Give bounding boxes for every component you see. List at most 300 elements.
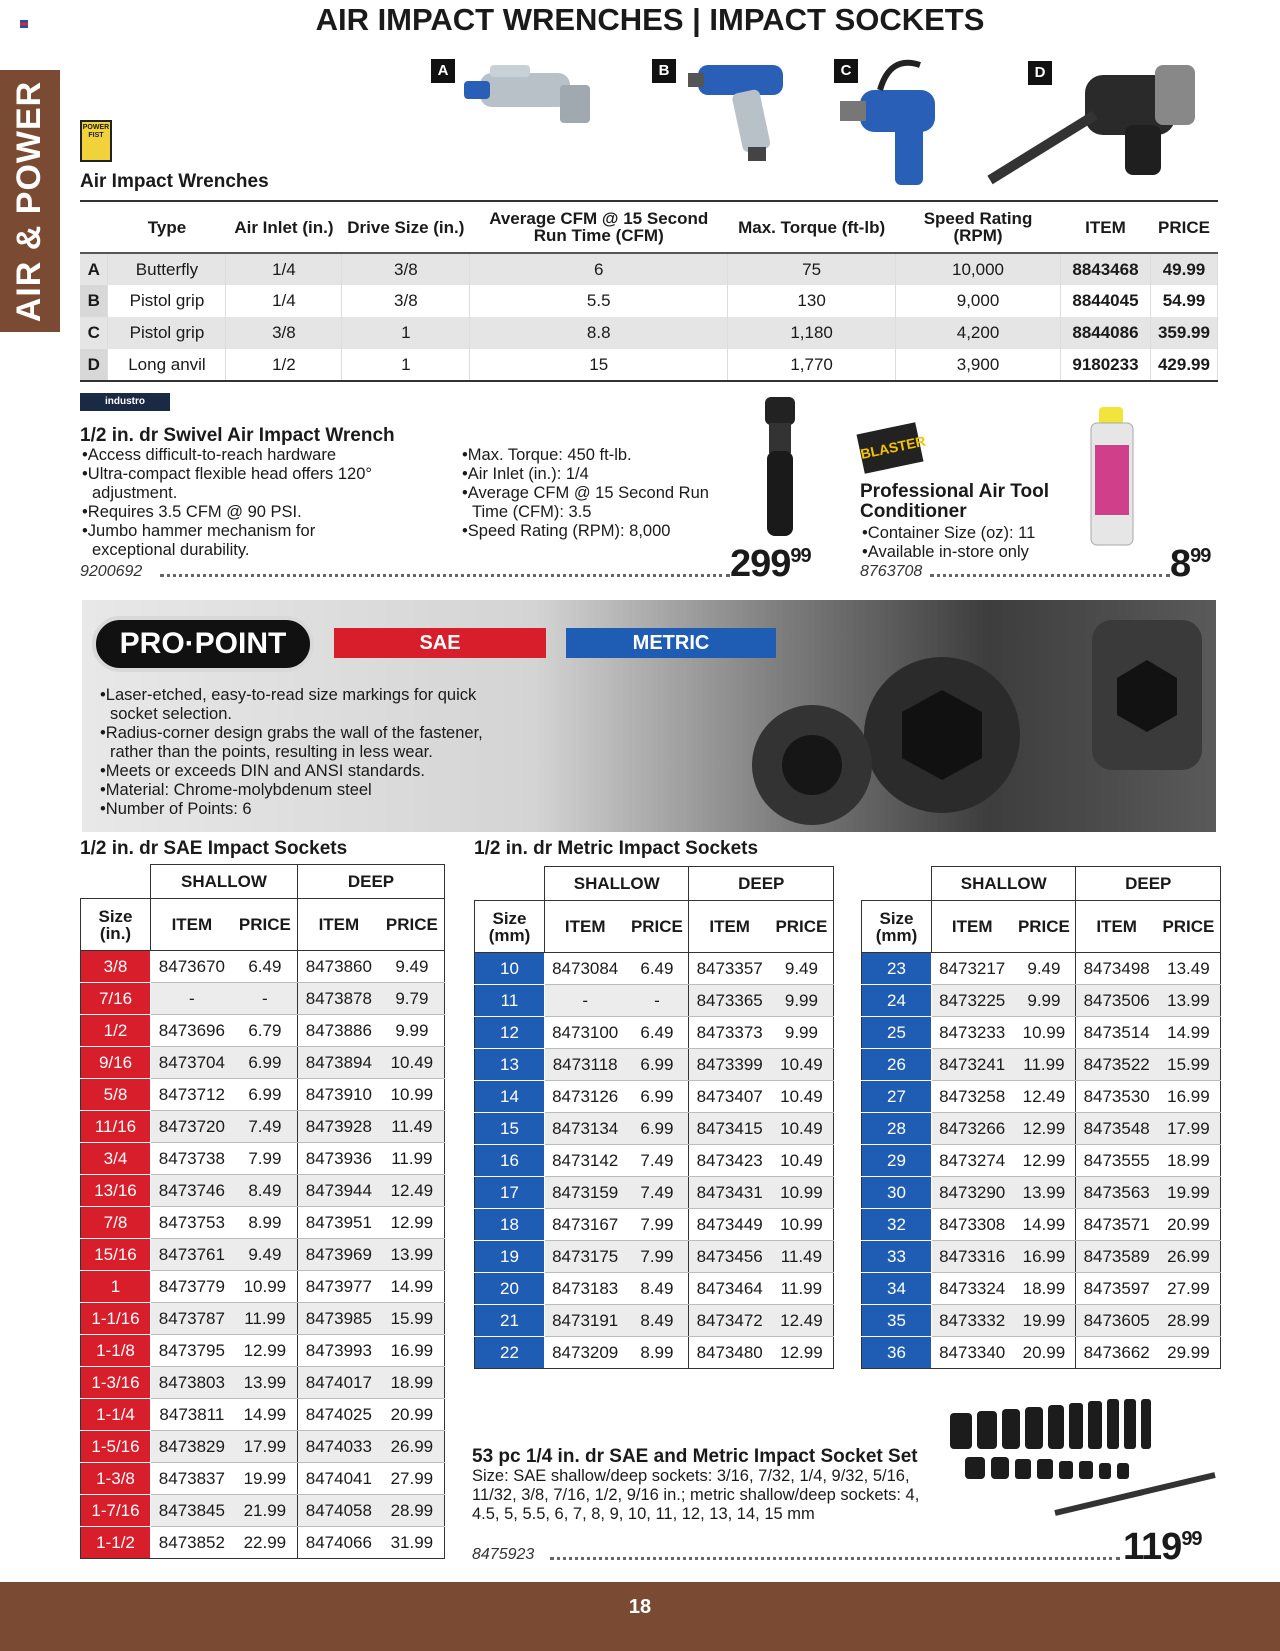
cell-deep-price: 26.99 [380, 1431, 445, 1463]
cell-shallow-price: 20.99 [1012, 1337, 1076, 1369]
cell-deep-price: 27.99 [1157, 1273, 1221, 1305]
tool-label-b: B [652, 59, 676, 83]
cell-deep-item: 8473878 [297, 983, 379, 1015]
socket-row [862, 953, 1221, 985]
cell-deep-price: 10.99 [770, 1209, 834, 1241]
swivel-wrench-image [755, 395, 805, 540]
cell-shallow-item: 8473308 [932, 1209, 1013, 1241]
cell-deep-price: 13.49 [1157, 953, 1221, 985]
cell-price: 49.99 [1150, 253, 1217, 285]
cell-deep-item: 8473944 [297, 1175, 379, 1207]
cell-deep-price: 29.99 [1157, 1337, 1221, 1369]
cell-deep-item: 8473910 [297, 1079, 379, 1111]
cell-shallow-item: 8473175 [545, 1241, 626, 1273]
cell-deep-price: 11.99 [380, 1143, 445, 1175]
cell-size: 32 [862, 1209, 932, 1241]
cell-deep-item: 8473506 [1076, 985, 1157, 1017]
cell-deep-price: 13.99 [380, 1239, 445, 1271]
cell-size: 13 [475, 1049, 545, 1081]
cell-shallow-price: 10.99 [233, 1271, 298, 1303]
cell-deep-item: 8474017 [297, 1367, 379, 1399]
cell-deep-price: 20.99 [1157, 1209, 1221, 1241]
socket-row [862, 1241, 1221, 1273]
wrench-row [80, 253, 1218, 285]
cell-size: 35 [862, 1305, 932, 1337]
cell-size: 3/4 [81, 1143, 151, 1175]
socket-row [81, 983, 445, 1015]
cell-deep-price: 14.99 [380, 1271, 445, 1303]
socket-row [81, 1175, 445, 1207]
cell-shallow-item: 8473118 [545, 1049, 626, 1081]
cell-shallow-price: 8.99 [625, 1337, 689, 1369]
socket-row [81, 1303, 445, 1335]
swivel-price: $299^{99}$ [730, 543, 811, 585]
cell-deep-item: 8473936 [297, 1143, 379, 1175]
cell-shallow-price: 13.99 [1012, 1177, 1076, 1209]
cell-deep-item: 8473464 [689, 1273, 770, 1305]
cell-shallow-item: 8473126 [545, 1081, 626, 1113]
cell-shallow-item: 8473324 [932, 1273, 1013, 1305]
cell-shallow-price: 11.99 [1012, 1049, 1076, 1081]
cell-deep-price: 28.99 [380, 1495, 445, 1527]
cell-shallow-price: 10.99 [1012, 1017, 1076, 1049]
socket-row [475, 1337, 834, 1369]
socket-row [475, 1113, 834, 1145]
cell-shallow-item: 8473159 [545, 1177, 626, 1209]
cell-shallow-item: 8473258 [932, 1081, 1013, 1113]
cell-shallow-price: 9.49 [1012, 953, 1076, 985]
socket-set-sku: 8475923 [472, 1546, 535, 1563]
cell-size: 19 [475, 1241, 545, 1273]
socket-row [475, 1177, 834, 1209]
cell-shallow-item: 8473712 [151, 1079, 233, 1111]
cell-shallow-item: 8473753 [151, 1207, 233, 1239]
cell-letter: D [80, 349, 108, 381]
cell-shallow-item: 8473803 [151, 1367, 233, 1399]
socket-row [862, 1305, 1221, 1337]
wrench-row [80, 317, 1218, 349]
cell-deep-price: 10.99 [770, 1177, 834, 1209]
socket-row [475, 1049, 834, 1081]
cell-cfm: 15 [470, 349, 728, 381]
cell-deep-item: 8473860 [297, 951, 379, 983]
cell-deep-item: 8473407 [689, 1081, 770, 1113]
cell-size: 5/8 [81, 1079, 151, 1111]
cell-size: 1-1/16 [81, 1303, 151, 1335]
cell-shallow-item: 8473266 [932, 1113, 1013, 1145]
conditioner-can-image [1085, 405, 1140, 550]
cell-deep-item: 8474041 [297, 1463, 379, 1495]
cell-deep-item: 8473589 [1076, 1241, 1157, 1273]
cell-shallow-price: 9.99 [1012, 985, 1076, 1017]
cell-shallow-item: 8473209 [545, 1337, 626, 1369]
cell-deep-item: 8473894 [297, 1047, 379, 1079]
cell-deep-price: 20.99 [380, 1399, 445, 1431]
cell-deep-price: 10.49 [770, 1081, 834, 1113]
cell-shallow-item: 8473340 [932, 1337, 1013, 1369]
socket-row [81, 1015, 445, 1047]
swivel-features-left: •Access difficult-to-reach hardware •Ultra-compact flexible head offers 120° adjustment. •Requires 3.5 CFM @ 90 PSI. •Jumbo hammer mechanism for exceptional durability. [82, 446, 372, 559]
cell-torque: 1,180 [728, 317, 896, 349]
cell-drive: 1 [342, 349, 470, 381]
cell-size: 14 [475, 1081, 545, 1113]
page-number: 18 [628, 1596, 652, 1618]
cell-shallow-price: 11.99 [233, 1303, 298, 1335]
cell-size: 7/16 [81, 983, 151, 1015]
socket-row [81, 1463, 445, 1495]
cell-deep-item: 8473357 [689, 953, 770, 985]
cell-deep-price: 28.99 [1157, 1305, 1221, 1337]
cell-deep-item: 8473977 [297, 1271, 379, 1303]
swivel-sku: 9200692 [80, 563, 143, 580]
cell-deep-item: 8473456 [689, 1241, 770, 1273]
socket-row [475, 1209, 834, 1241]
dotted-leader [550, 1557, 1120, 1560]
cell-deep-item: 8473423 [689, 1145, 770, 1177]
cell-size: 1-3/8 [81, 1463, 151, 1495]
cell-shallow-price: 7.49 [625, 1145, 689, 1177]
socket-row [475, 1241, 834, 1273]
cell-shallow-price: 19.99 [1012, 1305, 1076, 1337]
cell-inlet: 1/4 [226, 285, 342, 317]
tool-label-c: C [834, 59, 858, 83]
cell-shallow-item: 8473720 [151, 1111, 233, 1143]
cell-shallow-item: 8473811 [151, 1399, 233, 1431]
cell-deep-price: 18.99 [380, 1367, 445, 1399]
cell-size: 12 [475, 1017, 545, 1049]
cell-size: 15/16 [81, 1239, 151, 1271]
cell-shallow-item: 8473696 [151, 1015, 233, 1047]
socket-row [475, 1017, 834, 1049]
socket-set-title: 53 pc 1/4 in. dr SAE and Metric Impact Socket Set [472, 1446, 918, 1467]
cell-deep-item: 8473399 [689, 1049, 770, 1081]
cell-shallow-item: 8473795 [151, 1335, 233, 1367]
cell-shallow-price: 12.99 [1012, 1145, 1076, 1177]
socket-row [862, 1081, 1221, 1113]
cell-size: 17 [475, 1177, 545, 1209]
socket-row [862, 1177, 1221, 1209]
cell-size: 1-7/16 [81, 1495, 151, 1527]
cell-size: 20 [475, 1273, 545, 1305]
cell-shallow-price: 8.49 [233, 1175, 298, 1207]
butterfly-wrench-image [460, 55, 600, 130]
cell-deep-item: 8473597 [1076, 1273, 1157, 1305]
cell-shallow-item: 8473845 [151, 1495, 233, 1527]
cell-deep-item: 8473548 [1076, 1113, 1157, 1145]
sae-sockets-heading: 1/2 in. dr SAE Impact Sockets [80, 838, 348, 859]
cell-deep-price: 18.99 [1157, 1145, 1221, 1177]
cell-shallow-price: 6.99 [233, 1047, 298, 1079]
metric-label: METRIC [566, 628, 776, 658]
cell-shallow-price: 7.99 [625, 1241, 689, 1273]
cell-size: 30 [862, 1177, 932, 1209]
cell-shallow-price: 21.99 [233, 1495, 298, 1527]
socket-row [81, 1239, 445, 1271]
cell-size: 1-1/8 [81, 1335, 151, 1367]
cell-shallow-price: 7.49 [625, 1177, 689, 1209]
cell-deep-item: 8473449 [689, 1209, 770, 1241]
cell-size: 1-5/16 [81, 1431, 151, 1463]
cell-size: 29 [862, 1145, 932, 1177]
cell-item: 8844045 [1060, 285, 1150, 317]
cell-size: 34 [862, 1273, 932, 1305]
cell-size: 26 [862, 1049, 932, 1081]
cell-size: 16 [475, 1145, 545, 1177]
cell-type: Butterfly [108, 253, 226, 285]
sae-label: SAE [334, 628, 546, 658]
cell-deep-price: 15.99 [1157, 1049, 1221, 1081]
cell-size: 10 [475, 953, 545, 985]
cell-shallow-item: 8473183 [545, 1273, 626, 1305]
cell-deep-price: 12.49 [770, 1305, 834, 1337]
cell-size: 22 [475, 1337, 545, 1369]
socket-row [81, 951, 445, 983]
cell-deep-price: 15.99 [380, 1303, 445, 1335]
cell-deep-item: 8473969 [297, 1239, 379, 1271]
socket-row [862, 1049, 1221, 1081]
cell-inlet: 3/8 [226, 317, 342, 349]
cell-shallow-item: 8473779 [151, 1271, 233, 1303]
cell-size: 28 [862, 1113, 932, 1145]
conditioner-sku: 8763708 [860, 563, 923, 580]
sae-sockets-table: SHALLOW DEEP Size (in.) ITEM PRICE ITEM PRICE 3/8 8473670 6.49 8473860 9.49 7/16 - - 8473878 9.79 1/2 8473696 6.79 8473886 9.99 9/16 8473704 6.99 8473894 10.49 5/8 8473712 6.99 8473910 10.99 11/16 8473720 7.49 8473928 11.49 3/4 8473738 7.99 8473936 11.99 13/16 8473746 8.49 8473944 12.49 7/8 8473753 8.99 8473951 12.99 15/16 8473761 9.49 8473969 13.99 1 8473779 10.99 8473977 14.99 1-1/16 8473787 11.99 8473985 15.99 1-1/8 8473795 12.99 8473993 16.99 1-3/16 8473803 13.99 8474017 18.99 1-1/4 8473811 14.99 8474025 20.99 1-5/16 8473829 17.99 8474033 26.99 1-3/8 8473837 19.99 8474041 27.99 1-7/16 8473845 21.99 8474058 28.99 1-1/2 8473852 22.99 8474066 31.99 [80, 864, 445, 1559]
cell-deep-item: 8473415 [689, 1113, 770, 1145]
swivel-features-right: •Max. Torque: 450 ft-lb. •Air Inlet (in.): 1/4 •Average CFM @ 15 Second Run Time (CFM): 3.5 •Speed Rating (RPM): 8,000 [462, 446, 709, 540]
cell-inlet: 1/4 [226, 253, 342, 285]
cell-shallow-price: 6.49 [233, 951, 298, 983]
socket-row [81, 1271, 445, 1303]
cell-deep-item: 8473662 [1076, 1337, 1157, 1369]
tool-label-d: D [1028, 61, 1052, 85]
wrench-row [80, 349, 1218, 381]
section-side-tab: AIR & POWER [0, 70, 60, 332]
socket-row [81, 1111, 445, 1143]
socket-row [81, 1367, 445, 1399]
cell-deep-price: 16.99 [1157, 1081, 1221, 1113]
cell-shallow-price: 17.99 [233, 1431, 298, 1463]
socket-row [862, 1145, 1221, 1177]
cell-size: 11 [475, 985, 545, 1017]
cell-shallow-item: 8473761 [151, 1239, 233, 1271]
cell-shallow-price: 7.99 [233, 1143, 298, 1175]
cell-item: 9180233 [1060, 349, 1150, 381]
socket-row [862, 1209, 1221, 1241]
cell-deep-price: 10.99 [380, 1079, 445, 1111]
cell-shallow-item: 8473829 [151, 1431, 233, 1463]
cell-deep-item: 8473886 [297, 1015, 379, 1047]
socket-row [862, 1113, 1221, 1145]
cell-deep-item: 8474058 [297, 1495, 379, 1527]
socket-row [81, 1207, 445, 1239]
sockets-photo [702, 600, 1216, 832]
cell-deep-price: 10.49 [770, 1049, 834, 1081]
long-anvil-wrench-image [985, 55, 1205, 195]
cell-deep-price: 26.99 [1157, 1241, 1221, 1273]
cell-deep-price: 11.49 [380, 1111, 445, 1143]
metric-sockets-table-a: SHALLOW DEEP Size (mm) ITEM PRICE ITEM PRICE 10 8473084 6.49 8473357 9.49 11 - - 8473365 9.99 12 8473100 6.49 8473373 9.99 13 8473118 6.99 8473399 10.49 14 8473126 6.99 8473407 10.49 15 8473134 6.99 8473415 10.49 16 8473142 7.49 8473423 10.49 17 8473159 7.49 8473431 10.99 18 8473167 7.99 8473449 10.99 19 8473175 7.99 8473456 11.49 20 8473183 8.49 8473464 11.99 21 8473191 8.49 8473472 12.49 22 8473209 8.99 8473480 12.99 [474, 866, 834, 1369]
cell-size: 27 [862, 1081, 932, 1113]
cell-size: 3/8 [81, 951, 151, 983]
cell-shallow-price: 12.99 [1012, 1113, 1076, 1145]
cell-size: 9/16 [81, 1047, 151, 1079]
cell-shallow-item: 8473084 [545, 953, 626, 985]
cell-shallow-price: 8.49 [625, 1273, 689, 1305]
propoint-banner [82, 600, 1216, 832]
cell-price: 54.99 [1150, 285, 1217, 317]
cell-size: 24 [862, 985, 932, 1017]
cell-speed: 10,000 [896, 253, 1061, 285]
cell-shallow-item: 8473167 [545, 1209, 626, 1241]
cell-shallow-price: 14.99 [233, 1399, 298, 1431]
socket-row [862, 1337, 1221, 1369]
socket-row [81, 1431, 445, 1463]
cell-shallow-item: 8473670 [151, 951, 233, 983]
socket-row [475, 985, 834, 1017]
cell-type: Pistol grip [108, 317, 226, 349]
cell-price: 429.99 [1150, 349, 1217, 381]
cell-shallow-price: 13.99 [233, 1367, 298, 1399]
cell-shallow-item: 8473233 [932, 1017, 1013, 1049]
cell-deep-price: 19.99 [1157, 1177, 1221, 1209]
pistol-grip-wrench-image [688, 55, 798, 167]
cell-deep-item: 8474033 [297, 1431, 379, 1463]
cell-shallow-item: 8473290 [932, 1177, 1013, 1209]
cell-shallow-price: - [625, 985, 689, 1017]
socket-row [81, 1079, 445, 1111]
cell-shallow-price: 8.99 [233, 1207, 298, 1239]
cell-deep-item: 8474025 [297, 1399, 379, 1431]
cell-letter: C [80, 317, 108, 349]
cell-shallow-price: 6.49 [625, 1017, 689, 1049]
cell-deep-price: 14.99 [1157, 1017, 1221, 1049]
cell-type: Long anvil [108, 349, 226, 381]
cell-deep-item: 8473498 [1076, 953, 1157, 985]
cell-letter: A [80, 253, 108, 285]
cell-deep-item: 8473530 [1076, 1081, 1157, 1113]
cell-inlet: 1/2 [226, 349, 342, 381]
cell-deep-price: 12.99 [380, 1207, 445, 1239]
cell-size: 1-1/4 [81, 1399, 151, 1431]
socket-row [81, 1047, 445, 1079]
cell-price: 359.99 [1150, 317, 1217, 349]
socket-row [862, 1273, 1221, 1305]
cell-deep-item: 8473928 [297, 1111, 379, 1143]
cell-drive: 3/8 [342, 285, 470, 317]
cell-size: 23 [862, 953, 932, 985]
socket-row [81, 1335, 445, 1367]
air-impact-heading: Air Impact Wrenches [80, 171, 269, 192]
cell-cfm: 6 [470, 253, 728, 285]
cell-deep-price: 12.99 [770, 1337, 834, 1369]
socket-row [475, 953, 834, 985]
cell-shallow-item: 8473134 [545, 1113, 626, 1145]
cell-size: 21 [475, 1305, 545, 1337]
cell-deep-price: 9.49 [770, 953, 834, 985]
cell-shallow-item: 8473787 [151, 1303, 233, 1335]
cell-deep-price: 10.49 [770, 1113, 834, 1145]
cell-shallow-price: 16.99 [1012, 1241, 1076, 1273]
cell-shallow-item: 8473704 [151, 1047, 233, 1079]
cell-shallow-price: 12.49 [1012, 1081, 1076, 1113]
cell-shallow-item: 8473191 [545, 1305, 626, 1337]
cell-torque: 130 [728, 285, 896, 317]
socket-row [81, 1527, 445, 1559]
power-fist-logo: POWER FIST [80, 120, 112, 162]
cell-deep-item: 8473563 [1076, 1177, 1157, 1209]
cell-size: 1-3/16 [81, 1367, 151, 1399]
cell-shallow-price: 22.99 [233, 1527, 298, 1559]
cell-deep-item: 8473571 [1076, 1209, 1157, 1241]
cell-shallow-price: 12.99 [233, 1335, 298, 1367]
cell-deep-price: 17.99 [1157, 1113, 1221, 1145]
cell-shallow-item: 8473217 [932, 953, 1013, 985]
metric-sockets-table-b: SHALLOW DEEP Size (mm) ITEM PRICE ITEM PRICE 23 8473217 9.49 8473498 13.49 24 8473225 9.99 8473506 13.99 25 8473233 10.99 8473514 14.99 26 8473241 11.99 8473522 15.99 27 8473258 12.49 8473530 16.99 28 8473266 12.99 8473548 17.99 29 8473274 12.99 8473555 18.99 30 8473290 13.99 8473563 19.99 32 8473308 14.99 8473571 20.99 33 8473316 16.99 8473589 26.99 34 8473324 18.99 8473597 27.99 35 8473332 19.99 8473605 28.99 36 8473340 20.99 8473662 29.99 [861, 866, 1221, 1369]
cell-deep-price: 9.99 [770, 985, 834, 1017]
cell-cfm: 5.5 [470, 285, 728, 317]
conditioner-features: •Container Size (oz): 11 •Available in-store only [862, 524, 1036, 561]
cell-deep-price: 10.49 [770, 1145, 834, 1177]
socket-set-description: Size: SAE shallow/deep sockets: 3/16, 7/32, 1/4, 9/32, 5/16, 11/32, 3/8, 7/16, 1/2, 9/16 in.; metric shallow/deep sockets: 4, 4.5, 5, 5.5, 6, 7, 8, 9, 10, 11, 12, 13, 14, 15 mm [472, 1467, 920, 1523]
cell-deep-item: 8473373 [689, 1017, 770, 1049]
cell-size: 11/16 [81, 1111, 151, 1143]
industro-logo: industro [80, 393, 170, 411]
socket-row [862, 1017, 1221, 1049]
socket-row [475, 1081, 834, 1113]
blaster-logo: BLASTER [856, 422, 923, 474]
cell-shallow-item: - [545, 985, 626, 1017]
cell-torque: 1,770 [728, 349, 896, 381]
page-title: AIR IMPACT WRENCHES | IMPACT SOCKETS [315, 2, 985, 37]
cell-deep-item: 8473514 [1076, 1017, 1157, 1049]
cell-deep-price: 31.99 [380, 1527, 445, 1559]
socket-row [475, 1273, 834, 1305]
cell-deep-price: 16.99 [380, 1335, 445, 1367]
cell-shallow-item: 8473316 [932, 1241, 1013, 1273]
cell-speed: 4,200 [896, 317, 1061, 349]
cell-drive: 3/8 [342, 253, 470, 285]
cell-size: 1-1/2 [81, 1527, 151, 1559]
cell-shallow-item: 8473241 [932, 1049, 1013, 1081]
cell-torque: 75 [728, 253, 896, 285]
cell-shallow-price: 6.49 [625, 953, 689, 985]
cell-shallow-price: 14.99 [1012, 1209, 1076, 1241]
cell-size: 18 [475, 1209, 545, 1241]
cell-size: 36 [862, 1337, 932, 1369]
cell-letter: B [80, 285, 108, 317]
cell-deep-item: 8473555 [1076, 1145, 1157, 1177]
cell-deep-item: 8473480 [689, 1337, 770, 1369]
cell-deep-price: 11.99 [770, 1273, 834, 1305]
cell-size: 7/8 [81, 1207, 151, 1239]
cell-deep-item: 8473431 [689, 1177, 770, 1209]
cell-shallow-price: 18.99 [1012, 1273, 1076, 1305]
cell-item: 8844086 [1060, 317, 1150, 349]
cell-deep-item: 8473951 [297, 1207, 379, 1239]
cell-shallow-price: 9.49 [233, 1239, 298, 1271]
cell-deep-item: 8473472 [689, 1305, 770, 1337]
air-impact-table: Type Air Inlet (in.) Drive Size (in.) Average CFM @ 15 Second Run Time (CFM) Max. Torque (ft-lb) Speed Rating (RPM) ITEM PRICE A Butterfly 1/4 3/8 6 75 10,000 8843468 49.99 B Pistol grip 1/4 3/8 5.5 130 9,000 8844045 54.99 C Pistol grip 3/8 1 8.8 1,180 4,200 8844086 359.99 D Long anvil 1/2 1 15 1,770 3,900 9180233 429.99 [80, 200, 1218, 382]
cell-shallow-item: 8473852 [151, 1527, 233, 1559]
cell-deep-price: 13.99 [1157, 985, 1221, 1017]
cell-shallow-item: 8473746 [151, 1175, 233, 1207]
cell-shallow-item: 8473274 [932, 1145, 1013, 1177]
propoint-logo: PRO·POINT [92, 616, 314, 672]
socket-row [862, 985, 1221, 1017]
cell-shallow-item: 8473100 [545, 1017, 626, 1049]
cell-cfm: 8.8 [470, 317, 728, 349]
cell-shallow-price: 6.99 [625, 1113, 689, 1145]
cell-deep-price: 12.49 [380, 1175, 445, 1207]
